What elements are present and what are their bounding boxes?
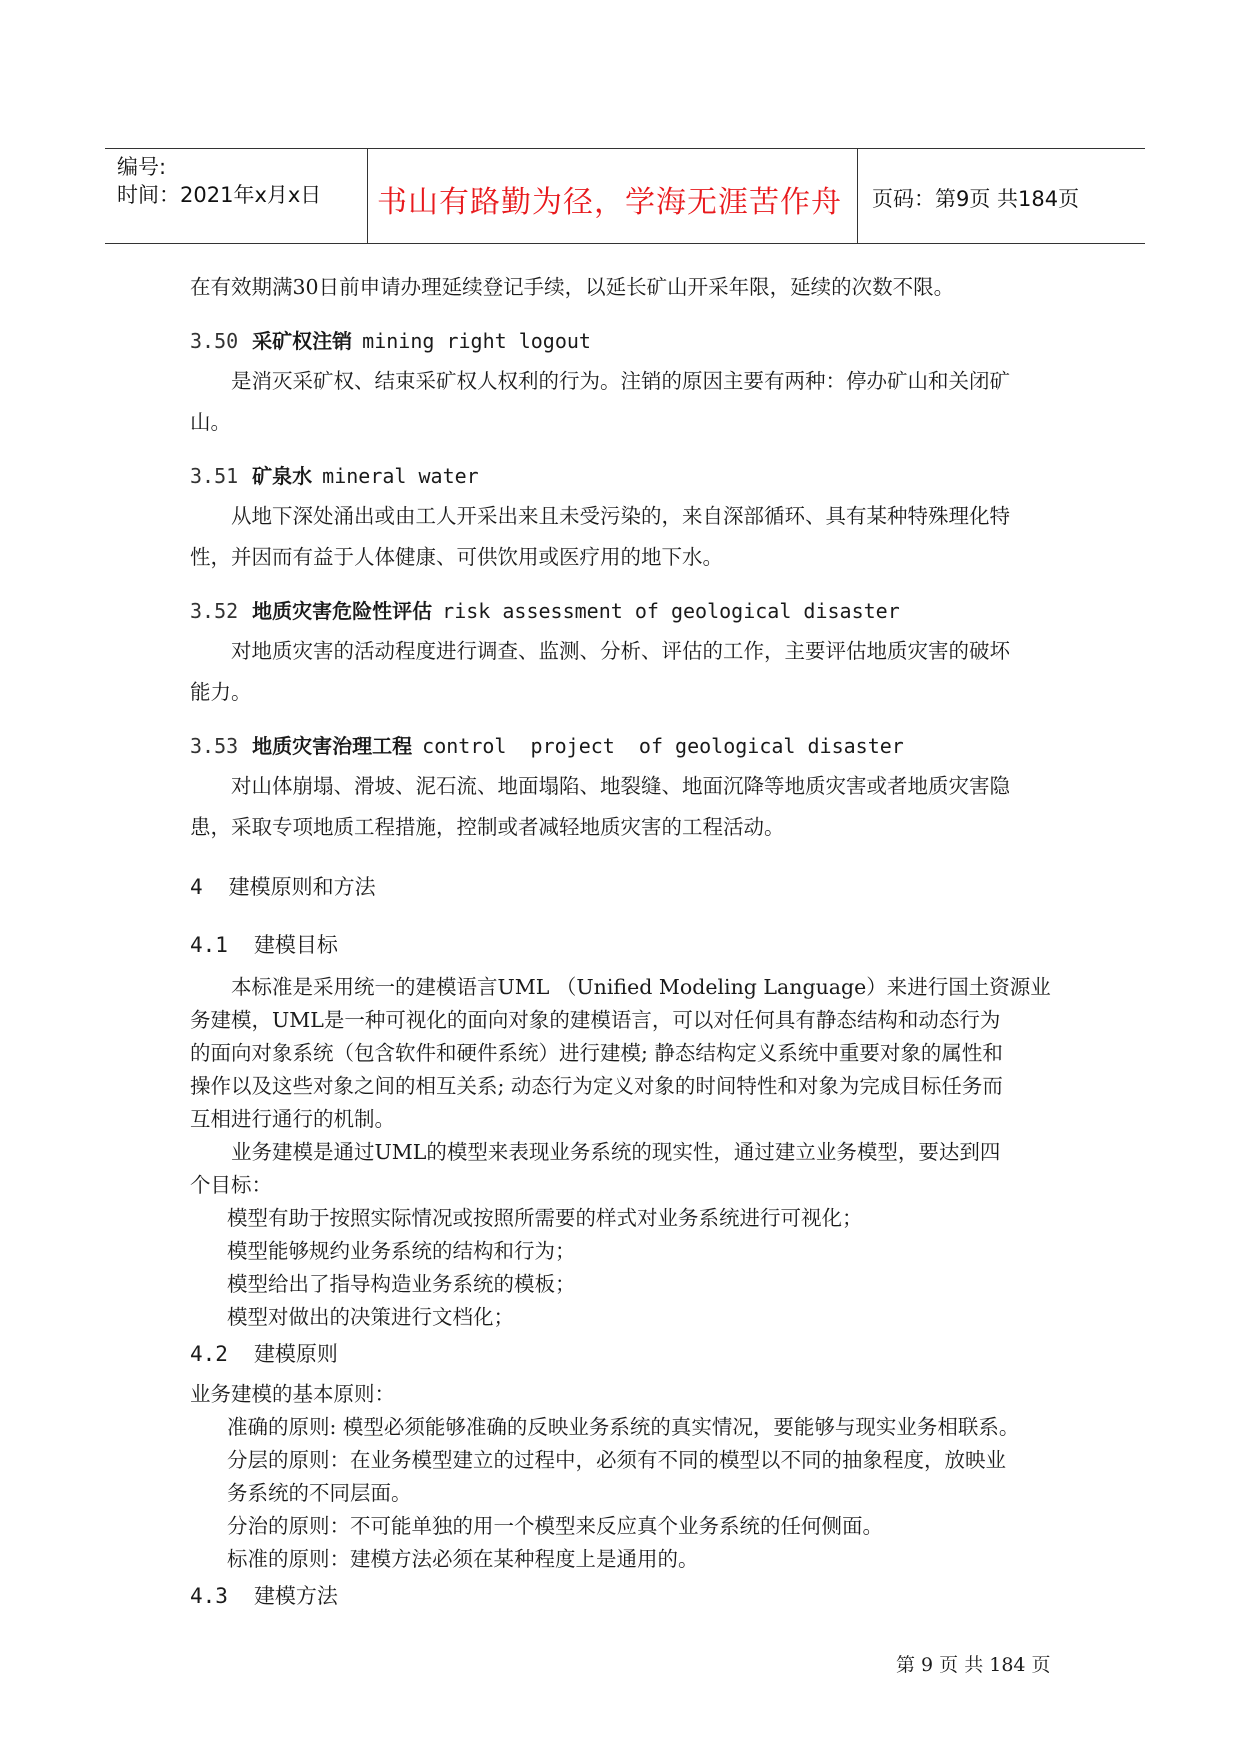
paragraph-line: 本标准是采用统一的建模语言UML （Unified Modeling Language）来进行国土资源业 [231, 975, 1051, 999]
list-item: 模型能够规约业务系统的结构和行为； [227, 1239, 576, 1263]
section-heading-4-3 [190, 1580, 338, 1610]
paragraph-line: 患，采取专项地质工程措施，控制或者减轻地质灾害的工程活动。 [190, 815, 785, 839]
paragraph-line: 业务建模是通过UML的模型来表现业务系统的现实性，通过建立业务模型，要达到四 [231, 1140, 1001, 1164]
list-item: 准确的原则: 模型必须能够准确的反映业务系统的真实情况，要能够与现实业务相联系。 [227, 1415, 1020, 1439]
section-heading-3-50 [190, 325, 591, 354]
section-number: 3.52 [190, 599, 239, 623]
section-title: 建模原则 [253, 1342, 338, 1366]
header-page-number: 页码：第9页 共184页 [872, 187, 1080, 211]
paragraph-line: 对地质灾害的活动程度进行调查、监测、分析、评估的工作，主要评估地质灾害的破坏 [231, 639, 1010, 663]
section-title-cn: 矿泉水 [252, 464, 313, 488]
list-item: 分治的原则：不可能单独的用一个模型来反应真个业务系统的任何侧面。 [227, 1514, 883, 1538]
chapter-number: 4 [190, 875, 203, 899]
paragraph-line: 业务建模的基本原则： [190, 1382, 395, 1406]
section-title: 建模目标 [253, 933, 338, 957]
paragraph-line: 个目标： [190, 1173, 272, 1197]
page-footer: 第 9 页 共 184 页 [896, 1654, 1051, 1676]
section-title-cn: 采矿权注销 [252, 329, 353, 353]
section-title-en: mineral water [322, 464, 479, 488]
section-number: 4.2 [190, 1342, 228, 1366]
paragraph-line: 从地下深处涌出或由工人开采出来且未受污染的，来自深部循环、具有某种特殊理化特 [231, 504, 1010, 528]
section-heading-3-52 [190, 595, 900, 624]
header-motto: 书山有路勤为径，学海无涯苦作舟 [377, 185, 842, 220]
list-item: 分层的原则：在业务模型建立的过程中，必须有不同的模型以不同的抽象程度，放映业 [227, 1448, 1006, 1472]
paragraph-line: 务建模，UML是一种可视化的面向对象的建模语言，可以对任何具有静态结构和动态行为 [190, 1008, 1001, 1032]
paragraph-line: 是消灭采矿权、结束采矿权人权利的行为。注销的原因主要有两种：停办矿山和关闭矿 [231, 369, 1010, 393]
section-heading-3-53 [190, 730, 904, 759]
section-heading-3-51 [190, 460, 479, 489]
chapter-title: 建模原则和方法 [228, 875, 376, 899]
section-number: 4.3 [190, 1584, 228, 1608]
paragraph-line: 对山体崩塌、滑坡、泥石流、地面塌陷、地裂缝、地面沉降等地质灾害或者地质灾害隐 [231, 774, 1010, 798]
section-number: 3.50 [190, 329, 239, 353]
section-title: 建模方法 [253, 1584, 338, 1608]
list-item: 模型对做出的决策进行文档化； [227, 1305, 514, 1329]
list-item: 务系统的不同层面。 [227, 1481, 412, 1505]
list-item: 模型给出了指导构造业务系统的模板； [227, 1272, 576, 1296]
paragraph-continuation: 在有效期满30日前申请办理延续登记手续，以延长矿山开采年限，延续的次数不限。 [190, 275, 955, 299]
section-title-cn: 地质灾害治理工程 [252, 734, 413, 758]
paragraph-line: 互相进行通行的机制。 [190, 1107, 395, 1131]
section-title-en: mining right logout [362, 329, 591, 353]
section-heading-4-1 [190, 929, 338, 959]
paragraph-line: 山。 [190, 410, 231, 434]
section-number: 4.1 [190, 933, 228, 957]
paragraph-line: 能力。 [190, 680, 252, 704]
list-item: 模型有助于按照实际情况或按照所需要的样式对业务系统进行可视化； [227, 1206, 863, 1230]
list-item: 标准的原则：建模方法必须在某种程度上是通用的。 [227, 1547, 699, 1571]
chapter-heading-4 [190, 871, 376, 901]
header-meta [117, 153, 321, 209]
section-title-cn: 地质灾害危险性评估 [252, 599, 433, 623]
paragraph-line: 的面向对象系统（包含软件和硬件系统）进行建模; 静态结构定义系统中重要对象的属性和 [190, 1041, 1003, 1065]
section-heading-4-2 [190, 1338, 338, 1368]
section-title-en: risk assessment of geological disaster [442, 599, 900, 623]
paragraph-line: 性，并因而有益于人体健康、可供饮用或医疗用的地下水。 [190, 545, 723, 569]
header-number-label: 编号: [117, 155, 167, 179]
header-divider [857, 149, 858, 243]
section-title-en: control project of geological disaster [422, 734, 904, 758]
paragraph-line: 操作以及这些对象之间的相互关系; 动态行为定义对象的时间特性和对象为完成目标任务而 [190, 1074, 1003, 1098]
section-number: 3.53 [190, 734, 239, 758]
page-header [105, 148, 1145, 244]
section-number: 3.51 [190, 464, 239, 488]
header-date: 时间：2021年x月x日 [117, 183, 322, 207]
